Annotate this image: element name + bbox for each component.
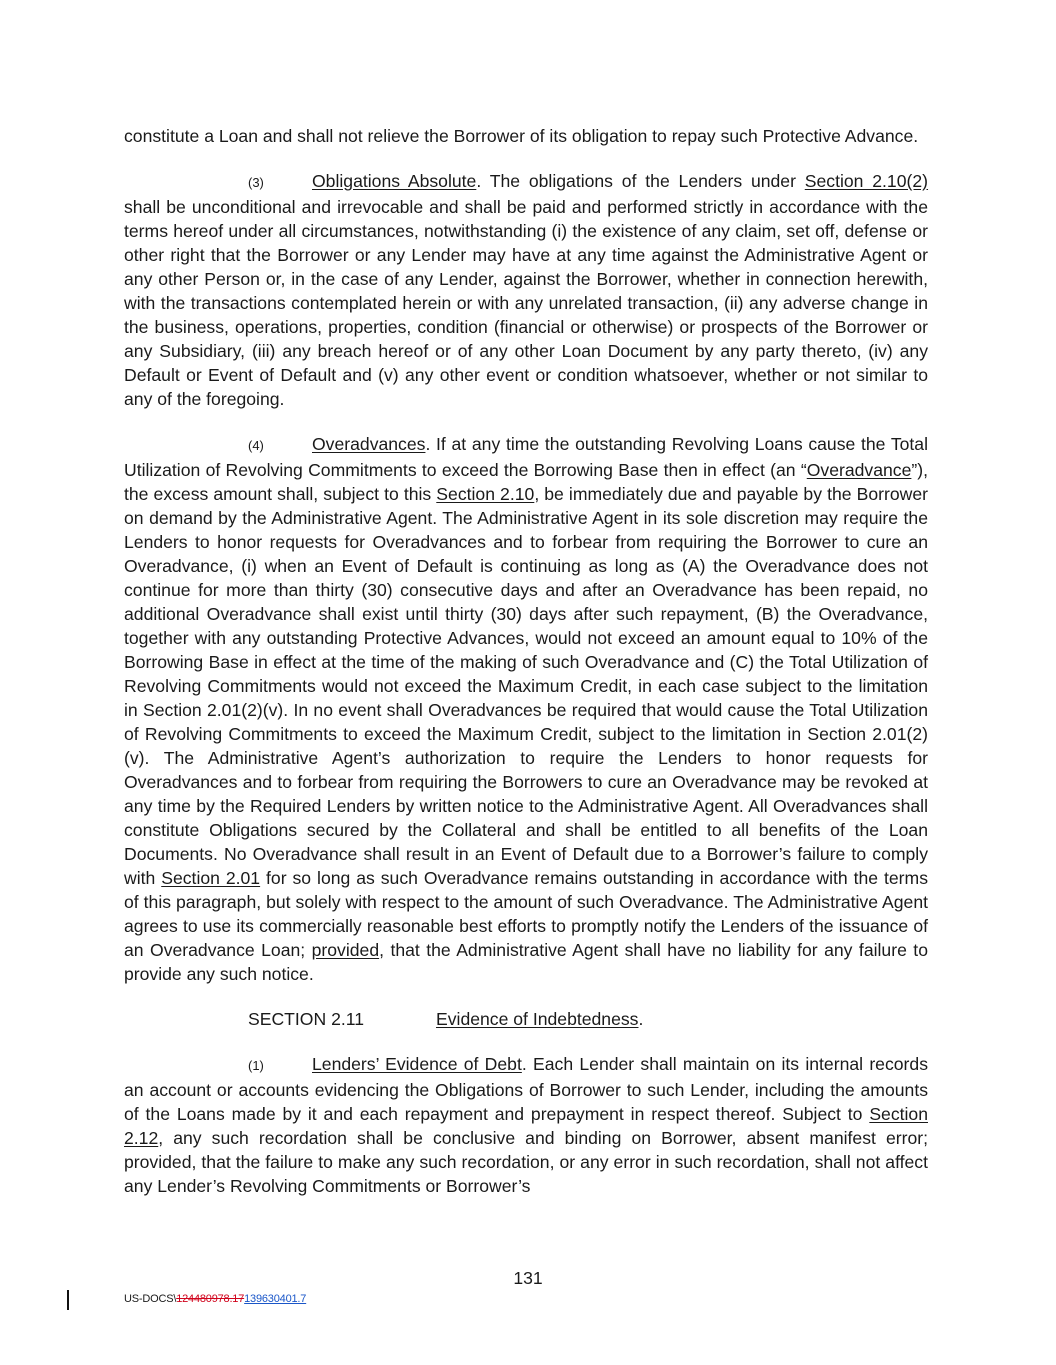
page-number: 131 [513, 1268, 543, 1288]
paragraph-number: (1) [248, 1058, 264, 1073]
doc-id-inserted: 139630401.7 [244, 1293, 307, 1305]
defined-term: Overadvance [806, 460, 912, 480]
document-body [124, 124, 928, 1198]
paragraph-text: . If at any time the outstanding Revolving Loans cause the Total Utilization of Revolving Commitments to exceed the Borrowing Base then in effect (an “ [124, 434, 928, 480]
paragraph-heading: Obligations Absolute [312, 171, 477, 191]
proviso-term: provided [311, 940, 380, 960]
section-reference: Section 2.10(2) [804, 171, 929, 191]
paragraph-text: shall be unconditional and irrevocable and shall be paid and performed strictly in accordance with the terms hereof under all circumstances, notwithstanding (i) the existence of any claim, set off, defense or other right that the Borrower or any Lender may have at any time against the Administrative Agent or any other Person or, in the case of any Lender, against the Borrower, whether in connection herewith, with the transactions contemplated herein or with any unrelated transaction, (ii) any adverse change in the business, operations, properties, condition (financial or otherwise) or prospects of the Borrower or any Subsidiary, (iii) any breach hereof or of any other Loan Document by any party thereto, (iv) any Default or Event of Default and (v) any other event or condition whatsoever, whether or not similar to any of the foregoing. [124, 197, 928, 409]
section-heading [124, 1007, 928, 1031]
paragraph-text: . The obligations of the Lenders under [476, 171, 805, 191]
paragraph-lenders-evidence [124, 1052, 928, 1198]
paragraph-obligations-absolute [124, 169, 928, 411]
section-reference: Section 2.10 [436, 484, 535, 504]
paragraph-text: . Each Lender shall maintain on its internal records an account or accounts evidencing the Obligations of Borrower to such Lender, including the amounts of the Loans made by it and each repayment and prepayment in respect thereof. Subject to [124, 1054, 928, 1124]
document-id [124, 1293, 306, 1305]
paragraph-text: , any such recordation shall be conclusive and binding on Borrower, absent manifest error; provided, that the failure to make any such recordation, or any error in such recordation, shall not affect any Lender’s Revolving Commitments or Borrower’s [124, 1128, 928, 1196]
doc-id-deleted: 124480978.17 [176, 1293, 245, 1305]
paragraph-overadvances [124, 432, 928, 986]
paragraph-text: constitute a Loan and shall not relieve the Borrower of its obligation to repay such Protective Advance. [124, 126, 919, 146]
paragraph-text: , be immediately due and payable by the Borrower on demand by the Administrative Agent. The Administrative Agent in its sole discretion may require the Lenders to honor requests for Overadvances and to forbear from requiring the Borrower to cure an Overadvance, (i) when an Event of Default is continuing as long as (A) the Overadvance does not continue for more than thirty (30) consecutive days and after an Overadvance has been repaid, no additional Overadvance shall exist until thirty (30) days after such repayment, (B) the Overadvance, together with any outstanding Protective Advances, would not exceed an amount equal to 10% of the Borrowing Base in effect at the time of the making of such Overadvance and (C) the Total Utilization of Revolving Commitments would not exceed the Maximum Credit, in each case subject to the limitation in Section 2.01(2)(v). In no event shall Overadvances be required that would cause the Total Utilization of Revolving Commitments to exceed the Maximum Credit, subject to the limitation in Section 2.01(2)(v). The Administrative Agent’s authorization to require the Lenders to honor requests for Overadvances and to forbear from requiring the Borrowers to cure an Overadvance may be revoked at any time by the Required Lenders by written notice to the Administrative Agent. All Overadvances shall constitute Obligations secured by the Collateral and shall be entitled to all benefits of the Loan Documents. No Overadvance shall result in an Event of Default due to a Borrower’s failure to comply with [124, 484, 928, 888]
paragraph-text: , that the Administrative Agent shall have no liability for any failure to provide any such notice. [124, 940, 928, 984]
doc-id-prefix: US-DOCS\ [124, 1293, 177, 1305]
paragraph-intro [124, 124, 928, 148]
revision-change-bar [67, 1290, 69, 1310]
section-reference: Section 2.01 [161, 868, 261, 888]
section-label: SECTION 2.11 [248, 1009, 365, 1029]
section-title-period: . [638, 1009, 644, 1029]
paragraph-heading: Lenders’ Evidence of Debt [312, 1054, 522, 1074]
paragraph-heading: Overadvances [312, 434, 426, 454]
section-title: Evidence of Indebtedness [436, 1009, 639, 1029]
paragraph-text: ”), the excess amount shall, subject to this [124, 460, 928, 504]
section-reference: Section 2.12 [124, 1104, 928, 1148]
paragraph-number: (4) [248, 438, 264, 453]
paragraph-number: (3) [248, 175, 264, 190]
paragraph-text: for so long as such Overadvance remains outstanding in accordance with the terms of this paragraph, but solely with respect to the amount of such Overadvance. The Administrative Agent agrees to use its commercially reasonable best efforts to promptly notify the Lenders of the issuance of an Overadvance Loan; [124, 868, 928, 960]
